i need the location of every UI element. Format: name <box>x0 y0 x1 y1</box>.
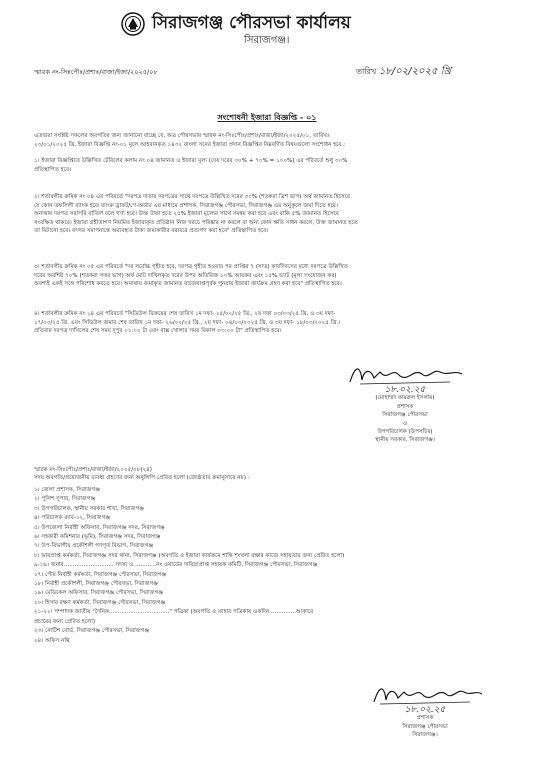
signatory-place: সিরাজগঞ্জ। <box>412 732 438 739</box>
point-line: ১। ইজারা বিজ্ঞপ্তিতে উল্লিখিত টেবিলের কলাম নং ০৪ জামানত ও ইজারা মূল্য (দেয় দরের ৩০% + ৭০% = ১০০%) এর পরিবর্তে শুধু ৩০% <box>34 158 348 164</box>
signature-date: ১৮.০২.২৫ <box>384 385 426 395</box>
list-item: ২৪। অফিস নথি <box>34 637 70 644</box>
list-item: ১৭। পৌর নির্বাহী কর্মকর্তা, সিরাজগঞ্জ পৌরসভা, সিরাজগঞ্জ <box>34 571 167 578</box>
point-line: তা মিটানো হবে। বৎসর সমাপনান্তে অব্যবহৃত টাকা জমাকারীর বরাবরে প্রত্যর্পণ করা হবে" প্রতিস্থাপিত হবে। <box>34 228 269 235</box>
intro-paragraph <box>34 132 500 149</box>
signatory-department: স্থানীয় সরকার, সিরাজগঞ্জ। <box>375 437 435 444</box>
copy-memo-number: স্মারক নং-সিঃপৌঃ/প্রশাঃ/বাজা/ইজা/২০২৫/০৮(২৪) <box>34 467 152 473</box>
office-location: সিরাজগঞ্জ। <box>244 35 290 46</box>
amendment-point-3 <box>34 263 500 289</box>
signatory-title: প্রশাসক <box>416 715 434 722</box>
list-item: ১। জেলা প্রশাসক, সিরাজগঞ্জ <box>34 487 100 493</box>
signature-date: ১৮.০২.২৫ <box>404 705 446 715</box>
list-item: ৪। পরিচালক র‍্যাব-১২, সিরাজগঞ্জ <box>34 515 111 522</box>
point-line: ৩। শর্তাবলীর ক্রমিক নং ০৫ এর পরিবর্তে "দর সর্বোচ্চ গৃহীত হবে, দরপত্র গৃহীত হওয়ার পর প্রাপ্তির ৭ (সাত) কার্যদিবসের মধ্যে দরপত্রে উল্লিখিত <box>34 264 348 270</box>
list-item: ৫। উপজেলা নির্বাহী অফিসার, সিরাজগঞ্জ সদর, সিরাজগঞ্জ <box>34 524 165 531</box>
amendment-point-4 <box>34 310 500 336</box>
point-line: অন্যথায় দরপত্র সরাসরি বাতিল বলে গণ্য হবে। উক্ত টাকা হতে ২৫% ইজারা মূল্যের সাথে সমন্বয় করা হবে এবং বাকি ৫% জামানত হিসেবে <box>34 211 339 218</box>
signatory-name: (মোহাম্মদ কামরুল ইসলাম) <box>375 395 435 402</box>
list-item: ৮। ভারপ্রাপ্ত কর্মকর্তা, সিরাজগঞ্জ সদর থানা, সিরাজগঞ্জ (অবগতি ও ইজারা কার্যক্রমে শান্তি শৃংখলা রক্ষার কাজে সহায়তার জন্য প্রেরিত হলো) <box>34 552 345 559</box>
point-line: যে কোন তফসিলী ব্যাংক হতে ব্যাংক ড্রাফট/পে-অর্ডার এর মাধ্যমে প্রশাসক, সিরাজগঞ্জ পৌরসভা, সিরাজগঞ্জ এর অনুকূলে জমা দিতে হবে। <box>34 202 338 209</box>
signatory-conjunction: ও <box>402 420 408 427</box>
signatory-title: প্রশাসক <box>396 403 414 410</box>
municipality-emblem-icon <box>121 12 145 36</box>
signatory-org: সিরাজগঞ্জ পৌরসভা <box>382 412 428 419</box>
intro-line: ২৩/০১/২০২৫ খ্রি. ইজারা বিজ্ঞপ্তি নং-০১ মূলে আহবানকৃত ১৪৩২ বাংলা সনের ইজারা প্রদান বিজ্ঞপ্তির নিম্নবর্ণিত বিষয়গুলো সংশোধন হবে : <box>34 141 346 148</box>
point-line: প্রতিস্থাপিত হবে। <box>34 166 71 173</box>
point-line: সংরক্ষিত থাকবে। ইজারা গ্রহীতাগণ নিয়মিত ইজারাকৃত প্রতিষ্ঠান নিজ খরচে পরিষ্কার না করলে বা অন্য কোন ক্ষতি সাধন করলে, উক্ত জামানত হতে <box>34 219 358 226</box>
list-item: ৬। সহকারী কমিশনার (ভূমি), সিরাজগঞ্জ সদর, সিরাজগঞ্জ <box>34 534 161 541</box>
point-line: ২। শর্তাবলীর ক্রমিক নং ০৪ এর পরিবর্তে "দরপত্র দাতার দরপত্রের সাথে দরপত্রে উল্লিখিত দরের ৩০% (শতকরা ত্রিশ ভাগ) অর্থ জামানত হিসেবে <box>34 194 351 200</box>
signatory-title-2: উপপরিচালক (উপসচিব) <box>377 429 433 436</box>
memo-date <box>356 64 451 81</box>
list-item: ২। পুলিশ সুপার, সিরাজগঞ্জ <box>34 496 96 503</box>
list-item: ২৩। নোটিশ বোর্ড, সিরাজগঞ্জ পৌরসভা, সিরাজগঞ্জ <box>34 628 150 635</box>
point-line: ৪। শর্তাবলীর ক্রমিক নং ১৪ এর পরিবর্তে "সিডিউল বিক্রয়ের শেষ তারিখ ১ম দফা- ২৫/০২/২৫ খ্রি., ২য় দফা ০৩/০৩/২৫ খ্রি. ও ৩য় দফা- <box>34 311 336 317</box>
signatory-org: সিরাজগঞ্জ পৌরসভা <box>402 723 448 730</box>
copy-heading: সদয় অবগতি/প্রয়োজনীয় ব্যবস্থা গ্রহণের জন্য অনুলিপি প্রেরিত হলো (জ্যেষ্ঠতার ক্রমানুসারে নয়) : <box>34 475 250 481</box>
amendment-point-1 <box>34 157 500 174</box>
notice-title: সংশোধনী ইজারা বিজ্ঞপ্তি - ০১ <box>217 113 317 122</box>
point-line: প্রতিবার দরপত্র দাখিলের শেষ সময় দুপুর ০১:০০ টা এবং বাক্স খোলার সময় বিকাল ০৩:০০ টা" প্রতিস্থাপিত হবে। <box>34 328 282 335</box>
list-item: ২০। হিসাব রক্ষণ কর্মকর্তা, সিরাজগঞ্জ পৌরসভা, সিরাজগঞ্জ <box>34 599 166 606</box>
list-item: ৭। উপ-বিভাগীয় প্রকৌশলী গণপূর্ত বিভাগ, সিরাজগঞ্জ <box>34 543 154 550</box>
signature-block-2 <box>360 682 490 740</box>
list-item: প্রচারের জন্য প্রেরিত হলো) <box>34 618 95 625</box>
point-line: অবশ্যই একই সঙ্গে পরিশোধ করতে হবে। অন্যথায় জমাকৃত জামানত বাজেয়াপ্তপূর্বক পুনরায় ইজারা কার্যক্রম গ্রহণ করা হবে" প্রতিস্থাপিত হবে। <box>34 281 342 288</box>
date-value: ১৮/০২/২০২৫ খ্রি <box>378 66 452 77</box>
list-item: ১৯। মেডিকেল অফিসার, সিরাজগঞ্জ পৌরসভা, সিরাজগঞ্জ <box>34 590 164 597</box>
amendment-point-2 <box>34 193 500 236</box>
office-name: সিরাজগঞ্জ পৌরসভা কার্যালয় <box>152 13 351 33</box>
signature-block-1 <box>330 362 480 445</box>
list-item: ১৮। নির্বাহী প্রকৌশলী, সিরাজগঞ্জ পৌরসভা, সিরাজগঞ্জ <box>34 581 159 588</box>
point-line: দরের অবশিষ্ট ৭০% (শতকরা সত্তর ভাগ) অর্থ মোট দাখিলকৃত দরের উপর অতিরিক্ত ১০% আয়কর এবং ১৫% ভ্যাট (মূল্য সংযোজন কর) <box>34 272 337 279</box>
distribution-list <box>34 486 504 646</box>
memo-number: স্মারক নং-সিঃপৌঃ/প্রশাঃ/বাজা/ইজা/২০২৫/০৮ <box>34 68 158 76</box>
handwritten-signature <box>360 682 490 706</box>
handwritten-signature <box>330 362 480 386</box>
point-line: ১৭/০৩/২৫ খ্রি. এবং সিডিউল জমার শেষ তারিখ ১ম দফা- ২৬/০২/২৫ খ্রি., ২য় দফা- ০৪/০৩/২০২৫ খ্রি. ও ৩য় দফা- ১৮/০৩/২০২৫ খ্রি.। <box>34 319 341 326</box>
list-item: ২১-২২। সম্পাদক জাতীয় "দৈনিক.................................." পত্রিকা (অবগতি ও তাহার পত্রিকায় একদিন ..............আকারে <box>34 609 314 616</box>
date-label: তারিখ <box>356 67 377 76</box>
list-item: ৯-১৬। জনাব.............................সদস্য ও.............নং ওয়ার্ডের দারিদ্র্যপ্রাপ্ত সহায়ক কমিটি, সিরাজগঞ্জ পৌরসভা, সিরাজগঞ্জ <box>34 562 318 569</box>
intro-line: এতদ্বারা সংশ্লিষ্ট সকলের অবগতির জন্য জানানো যাচ্ছে যে, অত্র পৌরসভার স্মারক নং-সিঃপৌঃ/প্রশাঃ/বাজা/ইজা/২০২৫/০১, তারিখঃ <box>34 133 330 139</box>
list-item: ৩। উপপরিচালক, স্থানীয় সরকার শাখা, সিরাজগঞ্জ <box>34 505 145 512</box>
letterhead <box>0 6 534 46</box>
